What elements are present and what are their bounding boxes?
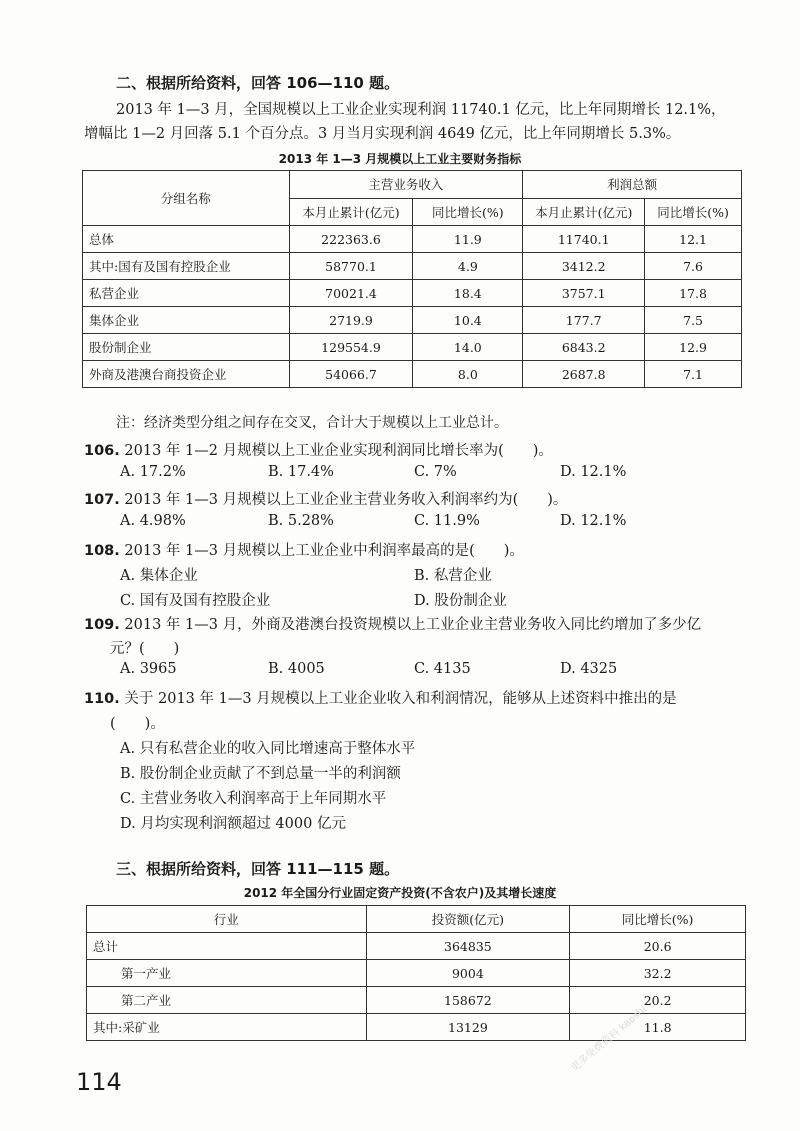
- profit-value: 3412.2: [523, 253, 645, 280]
- investment-value: 364835: [366, 933, 570, 960]
- profit-growth: 12.1: [645, 226, 742, 253]
- question-text: 2013 年 1—3 月规模以上工业企业中利润率最高的是( )。: [124, 543, 524, 559]
- intro-paragraph-line1: 2013 年 1—3 月，全国规模以上工业企业实现利润 11740.1 亿元，比上年同期增长 12.1%，: [116, 102, 726, 118]
- table-row: [83, 307, 742, 334]
- table-row: [83, 334, 742, 361]
- profit-value: 6843.2: [523, 334, 645, 361]
- income-growth: 18.4: [413, 280, 523, 307]
- question-text: 2013 年 1—2 月规模以上工业企业实现利润同比增长率为( )。: [124, 443, 553, 459]
- option-c[interactable]: C. 主营业务收入利润率高于上年同期水平: [120, 791, 387, 807]
- question-108: [84, 539, 524, 560]
- row-name: 私营企业: [83, 280, 290, 307]
- table-row: [87, 960, 746, 987]
- row-name: 其中:国有及国有控股企业: [83, 253, 290, 280]
- question-number: 109.: [84, 617, 120, 633]
- section-title: 二、根据所给资料，回答 106—110 题。: [116, 74, 400, 92]
- investment-table: [86, 905, 746, 1041]
- question-107: [84, 488, 567, 509]
- profit-growth: 17.8: [645, 280, 742, 307]
- option-a[interactable]: A. 17.2%: [120, 464, 186, 480]
- investment-value: 13129: [366, 1014, 570, 1041]
- table-row: [83, 226, 742, 253]
- profit-value: 3757.1: [523, 280, 645, 307]
- question-number: 110.: [84, 691, 120, 707]
- table-header-row: [83, 171, 742, 199]
- option-d[interactable]: D. 月均实现利润额超过 4000 亿元: [120, 816, 346, 832]
- profit-growth: 7.5: [645, 307, 742, 334]
- profit-value: 177.7: [523, 307, 645, 334]
- table-row: [83, 280, 742, 307]
- table-row: [83, 253, 742, 280]
- income-growth: 10.4: [413, 307, 523, 334]
- question-110: [84, 687, 677, 708]
- option-a[interactable]: A. 只有私营企业的收入同比增速高于整体水平: [120, 741, 416, 757]
- question-text: 2013 年 1—3 月规模以上工业企业主营业务收入利润率约为( )。: [124, 492, 568, 508]
- option-c[interactable]: C. 11.9%: [414, 513, 480, 529]
- question-text: 2013 年 1—3 月，外商及港澳台投资规模以上工业企业主营业务收入同比约增加了多少亿: [124, 617, 702, 633]
- option-b[interactable]: B. 股份制企业贡献了不到总量一半的利润额: [120, 766, 401, 782]
- table-row: [87, 1014, 746, 1041]
- profit-value: 11740.1: [523, 226, 645, 253]
- income-value: 2719.9: [289, 307, 413, 334]
- row-name: 其中:采矿业: [87, 1014, 367, 1041]
- subheader-growth: 同比增长(%): [645, 198, 742, 226]
- income-growth: 11.9: [413, 226, 523, 253]
- question-109: [84, 613, 701, 634]
- question-106: [84, 439, 553, 460]
- intro-paragraph-line2: 增幅比 1—2 月回落 5.1 个百分点。3 月当月实现利润 4649 亿元，比上年同期增长 5.3%。: [84, 126, 681, 142]
- income-value: 58770.1: [289, 253, 413, 280]
- investment-value: 158672: [366, 987, 570, 1014]
- header-group-name: 分组名称: [83, 171, 290, 226]
- option-c[interactable]: C. 7%: [414, 464, 457, 480]
- subheader-cumulative: 本月止累计(亿元): [289, 198, 413, 226]
- option-a[interactable]: A. 集体企业: [120, 568, 198, 584]
- income-value: 70021.4: [289, 280, 413, 307]
- table-header-row: [87, 906, 746, 933]
- option-c[interactable]: C. 4135: [414, 661, 471, 677]
- header-industry: 行业: [87, 906, 367, 933]
- question-text-continued: ( )。: [110, 716, 165, 732]
- subheader-growth: 同比增长(%): [413, 198, 523, 226]
- question-text: 关于 2013 年 1—3 月规模以上工业企业收入和利润情况，能够从上述资料中推出的是: [124, 691, 677, 707]
- row-name: 外商及港澳台商投资企业: [83, 361, 290, 388]
- option-d[interactable]: D. 4325: [560, 661, 618, 677]
- growth-value: 20.6: [570, 933, 746, 960]
- growth-value: 11.8: [570, 1014, 746, 1041]
- row-name: 第一产业: [87, 960, 367, 987]
- header-investment: 投资额(亿元): [366, 906, 570, 933]
- header-main-income: 主营业务收入: [289, 171, 523, 199]
- income-value: 129554.9: [289, 334, 413, 361]
- option-b[interactable]: B. 17.4%: [268, 464, 334, 480]
- profit-value: 2687.8: [523, 361, 645, 388]
- row-name: 集体企业: [83, 307, 290, 334]
- header-growth: 同比增长(%): [570, 906, 746, 933]
- financial-indicators-table: [82, 170, 742, 388]
- question-text-continued: 元？( ): [110, 641, 180, 657]
- option-d[interactable]: D. 股份制企业: [414, 593, 507, 609]
- profit-growth: 7.1: [645, 361, 742, 388]
- profit-growth: 7.6: [645, 253, 742, 280]
- growth-value: 20.2: [570, 987, 746, 1014]
- table-row: [83, 361, 742, 388]
- profit-growth: 12.9: [645, 334, 742, 361]
- question-number: 107.: [84, 492, 120, 508]
- row-name: 总体: [83, 226, 290, 253]
- question-number: 108.: [84, 543, 120, 559]
- table-note: 注：经济类型分组之间存在交叉，合计大于规模以上工业总计。: [116, 415, 508, 431]
- question-number: 106.: [84, 443, 120, 459]
- row-name: 第二产业: [87, 987, 367, 1014]
- table-caption: 2012 年全国分行业固定资产投资(不含农户)及其增长速度: [243, 886, 557, 900]
- option-b[interactable]: B. 5.28%: [268, 513, 334, 529]
- table-caption: 2013 年 1—3 月规模以上工业主要财务指标: [278, 152, 522, 166]
- investment-value: 9004: [366, 960, 570, 987]
- subheader-cumulative: 本月止累计(亿元): [523, 198, 645, 226]
- income-value: 54066.7: [289, 361, 413, 388]
- option-a[interactable]: A. 3965: [120, 661, 177, 677]
- growth-value: 32.2: [570, 960, 746, 987]
- option-a[interactable]: A. 4.98%: [120, 513, 186, 529]
- option-d[interactable]: D. 12.1%: [560, 464, 627, 480]
- income-value: 222363.6: [289, 226, 413, 253]
- row-name: 总计: [87, 933, 367, 960]
- income-growth: 14.0: [413, 334, 523, 361]
- option-b[interactable]: B. 私营企业: [414, 568, 492, 584]
- option-c[interactable]: C. 国有及国有控股企业: [120, 593, 271, 609]
- option-d[interactable]: D. 12.1%: [560, 513, 627, 529]
- table-row: [87, 933, 746, 960]
- row-name: 股份制企业: [83, 334, 290, 361]
- header-total-profit: 利润总额: [523, 171, 742, 199]
- income-growth: 8.0: [413, 361, 523, 388]
- page-number: 114: [76, 1068, 122, 1096]
- section-title: 三、根据所给资料，回答 111—115 题。: [116, 860, 400, 878]
- watermark: 更多免费资料 kaoshi: [568, 1004, 650, 1074]
- option-b[interactable]: B. 4005: [268, 661, 325, 677]
- income-growth: 4.9: [413, 253, 523, 280]
